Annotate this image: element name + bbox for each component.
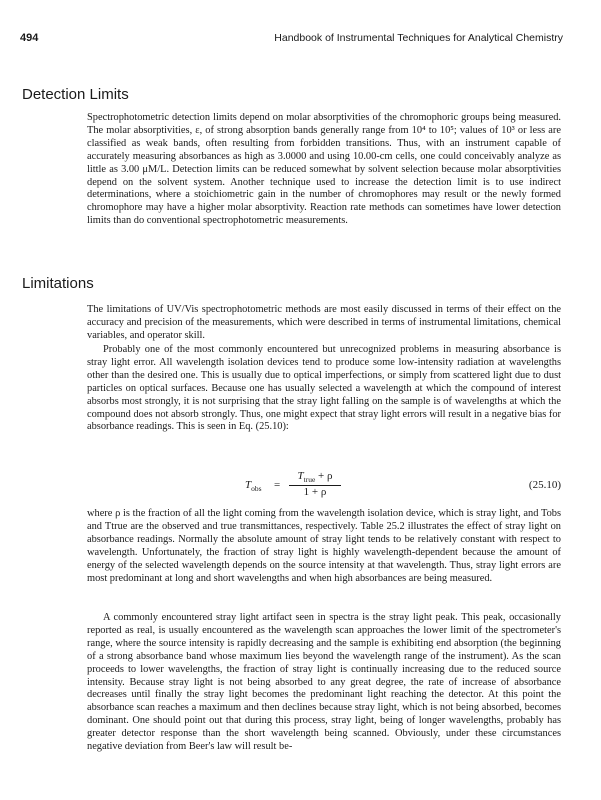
page-number: 494 <box>20 32 39 44</box>
running-title: Handbook of Instrumental Techniques for Analytical Chemistry <box>274 32 563 44</box>
detection-limits-paragraph: Spectrophotometric detection limits depend on molar absorptivities of the chromophoric groups being measured. The molar absorptivities, ε, of strong absorption bands generally range from 10⁴ to 10⁵; values of 10³ or less are classified as weak bands, often resulting from forbidden transitions. Thus, with an instrument capable of accurately measuring absorbances as high as 3.0000 and using 10.00-cm cells, one could conceivably analyze as little as 3.00 μM/L. Detection limits can be reduced somewhat by solvent selection because molar absorptivities depend on the solvent system. Another technique used to increase the detection limit is to use indirect determinations, where a stoichiometric gain in the number of chromophores may result or the newly formed chromophore may have a higher molar absorptivity. Reaction rate methods can sometimes have lower detection limits than do conventional spectrophotometric measurements. <box>87 112 561 227</box>
equation-equals: = <box>274 479 281 491</box>
limitations-paragraph-1: The limitations of UV/Vis spectrophotometric methods are most easily discussed in terms of their effect on the accuracy and precision of the measurements, which were described in terms of instrumental limitations, chemical variables, and operator skill. <box>87 304 561 341</box>
equation-denominator: 1 + ρ <box>303 486 327 499</box>
page-header <box>20 32 581 52</box>
equation-numerator: $T_{true} + \rho$ <box>289 470 341 486</box>
equation-number: (25.10) <box>528 479 561 491</box>
section-heading-detection-limits: Detection Limits <box>22 86 129 103</box>
equation-fraction <box>289 470 341 498</box>
limitations-paragraph-2: Probably one of the most commonly encountered but unrecognized problems in measuring absorbance is stray light error. All wavelength isolation devices tend to produce some low-intensity radiation at wavelengths other than the desired one. This is usually due to optical imperfections, or simply from scattered light due to dust particles on optical surfaces. Because one has usually selected a wavelength at which the compound of interest absorbs most strongly, it is not surprising that the stray light falling on the sample is of wavelengths at which the compound does not absorb strongly. Thus, one might expect that stray light errors will result in a negative bias for absorbance readings. This is seen in Eq. (25.10): <box>87 344 561 433</box>
equation-25-10 <box>87 470 561 504</box>
equation-lhs: $T_{obs}$ <box>245 479 262 494</box>
limitations-paragraph-4: A commonly encountered stray light artifact seen in spectra is the stray light peak. This peak, occasionally reported as real, is usually encountered as the wavelength scan approaches the lower limit of the spectrometer's range, where the source intensity is rapidly decreasing and the sample is exhibiting end absorption (the beginning of a strong absorbance band whose maximum lies beyond the wavelength range of the instrument). As the scan proceeds to lower wavelengths, the fraction of stray light is continually increasing due to the reduced source intensity. Because stray light is not being absorbed to any great degree, the rate of increase of absorbance decreases until finally the stray light becomes the predominant light reaching the detector. At this point the absorbance scan reaches a maximum and then declines because stray light, which is not being absorbed, becomes dominant. One should point out that during this process, stray light, being of longer wavelengths, probably has greater detector response than the short wavelength being scanned. Obviously, under these circumstances negative deviation from Beer's law will result be- <box>87 612 561 753</box>
section-heading-limitations: Limitations <box>22 275 94 292</box>
limitations-paragraph-3: where ρ is the fraction of all the light coming from the wavelength isolation device, which is stray light, and Tobs and Ttrue are the observed and true transmittances, respectively. Table 25.2 illustrates the effect of stray light on absorbance readings. Normally the absolute amount of stray light tends to be relatively constant with respect to wavelength. Unfortunately, the fraction of stray light is highly wavelength-dependent because the amount of energy of the selected wavelength depends on the source intensity at that wavelength. Thus, stray light errors are most predominant at long and short wavelengths and when high absorbances are being measured. <box>87 508 561 584</box>
